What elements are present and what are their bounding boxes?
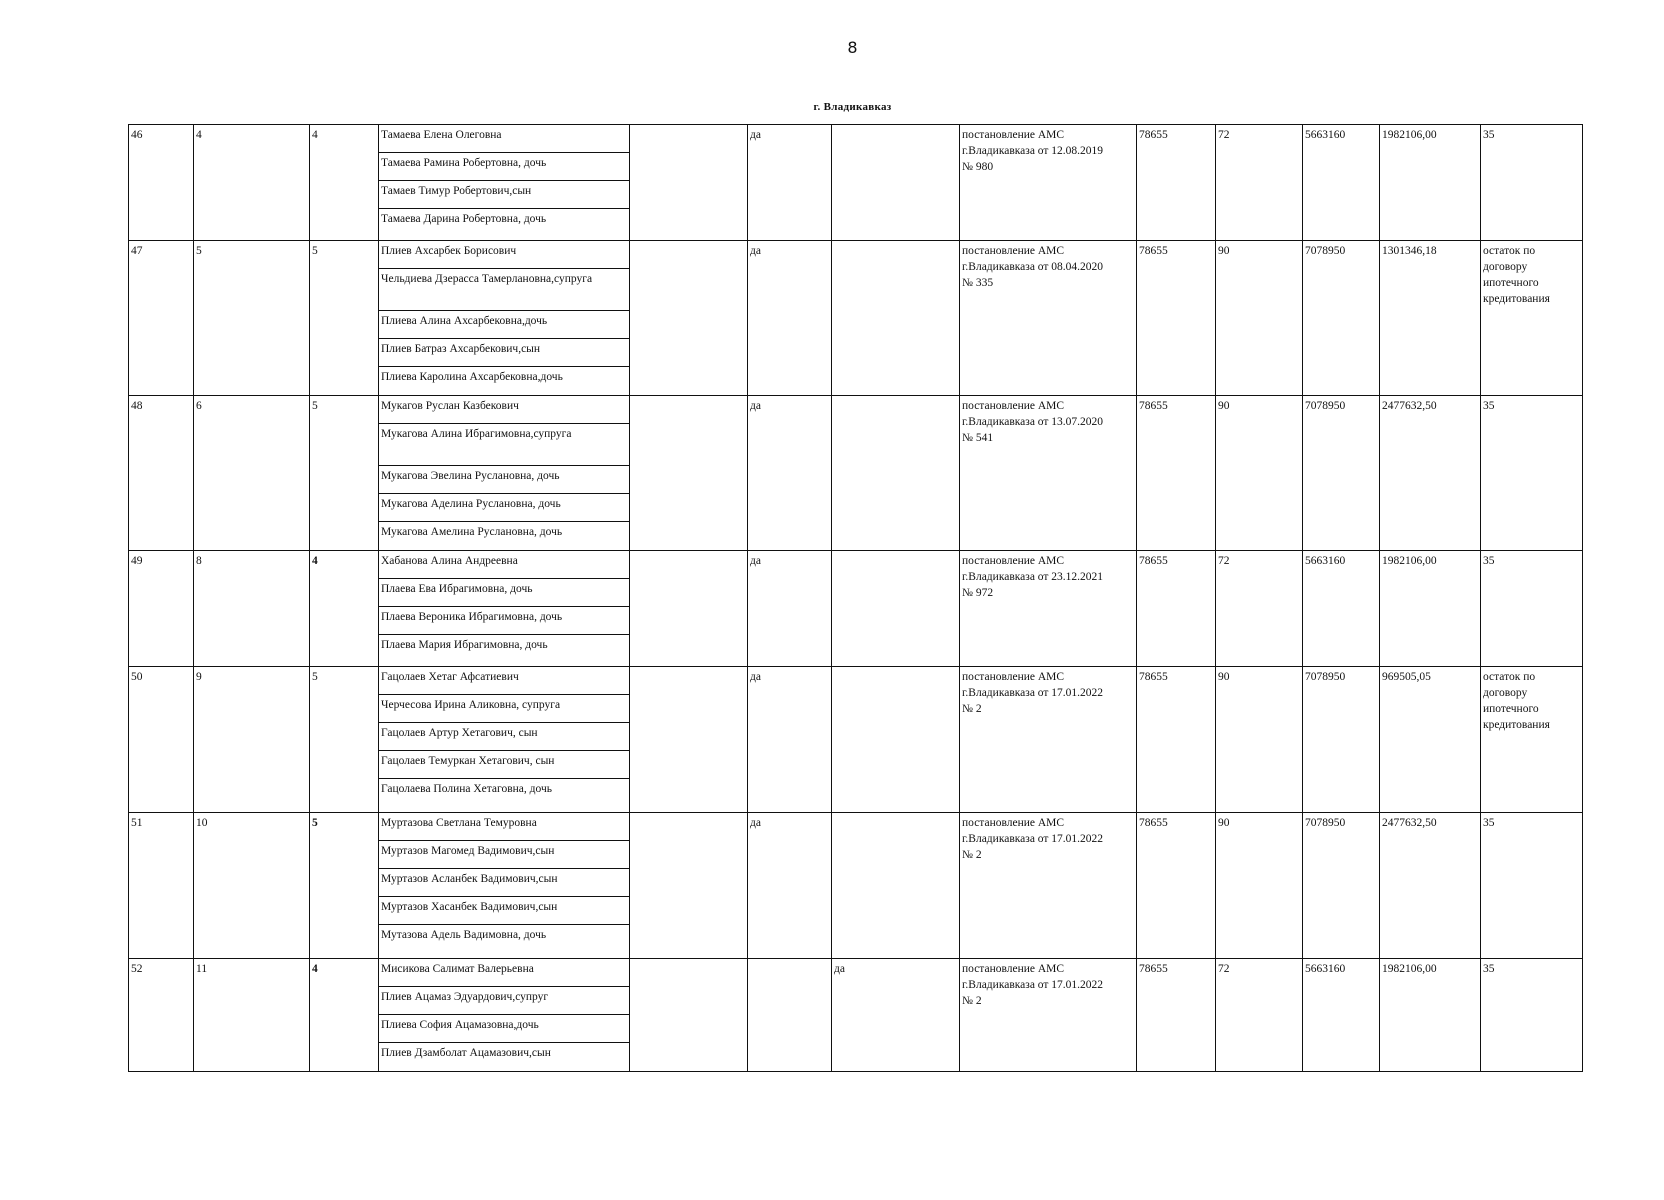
page-number: 8: [847, 38, 858, 57]
family-member: Мукагов Руслан Казбекович: [379, 396, 629, 424]
table-row: [129, 959, 1583, 1072]
total-cost-cell: 7078950: [1303, 813, 1380, 959]
city-title: г. Владикавказ: [813, 101, 892, 113]
queue-number-cell: 4: [194, 125, 310, 241]
family-member: Тамаев Тимур Робертович,сын: [379, 181, 629, 209]
decree-line: постановление АМС: [962, 400, 1065, 412]
family-member: Плаева Мария Ибрагимовна, дочь: [381, 639, 548, 651]
total-cost-cell: 5663160: [1303, 125, 1380, 241]
decree-line: г.Владикавказа от 17.01.2022: [962, 833, 1104, 845]
family-member: Черчесова Ирина Аликовна, супруга: [379, 695, 629, 723]
price-per-sqm-cell: 78655: [1137, 813, 1216, 959]
family-member: Мутазова Адель Вадимовна, дочь: [381, 929, 547, 941]
family-members-cell: [379, 813, 630, 959]
family-member: Муртазов Магомед Вадимович,сын: [379, 841, 629, 869]
family-member: Плиев Дзамболат Ацамазович,сын: [381, 1047, 551, 1059]
decree-cell: [960, 241, 1137, 396]
decree-line: № 541: [962, 432, 994, 444]
empty-cell: [630, 959, 748, 1072]
price-per-sqm-cell: 78655: [1137, 551, 1216, 667]
decree-line: г.Владикавказа от 17.01.2022: [962, 979, 1104, 991]
family-size-cell: 4: [310, 125, 379, 241]
family-member: Гацолаева Полина Хетаговна, дочь: [381, 783, 552, 795]
decree-line: постановление АМС: [962, 245, 1065, 257]
flag-a-cell: да: [748, 551, 832, 667]
decree-cell: [960, 125, 1137, 241]
flag-b-cell: [832, 241, 960, 396]
family-member: Мисикова Салимат Валерьевна: [379, 959, 629, 987]
decree-cell: [960, 959, 1137, 1072]
price-per-sqm-cell: 78655: [1137, 667, 1216, 813]
family-member: Мукагова Амелина Руслановна, дочь: [381, 526, 563, 538]
payment-amount-cell: 1982106,00: [1380, 125, 1481, 241]
flag-b-cell: [832, 551, 960, 667]
flag-b-cell: [832, 667, 960, 813]
family-members-cell: [379, 125, 630, 241]
decree-line: № 972: [962, 587, 994, 599]
decree-line: № 2: [962, 849, 982, 861]
family-member: Гацолаев Артур Хетагович, сын: [379, 723, 629, 751]
queue-number-cell: 10: [194, 813, 310, 959]
queue-number-cell: 6: [194, 396, 310, 551]
family-member: Плиева Алина Ахсарбековна,дочь: [379, 311, 629, 339]
family-member: Хабанова Алина Андреевна: [379, 551, 629, 579]
family-members-cell: [379, 241, 630, 396]
flag-a-cell: да: [748, 396, 832, 551]
row-number-cell: 49: [129, 551, 194, 667]
area-norm-cell: 90: [1216, 241, 1303, 396]
family-member: Муртазов Асланбек Вадимович,сын: [379, 869, 629, 897]
empty-cell: [630, 396, 748, 551]
family-size-cell: 4: [310, 959, 379, 1072]
family-member: Тамаева Елена Олеговна: [379, 125, 629, 153]
decree-line: постановление АМС: [962, 671, 1065, 683]
decree-line: постановление АМС: [962, 817, 1065, 829]
row-number-cell: 46: [129, 125, 194, 241]
total-cost-cell: 7078950: [1303, 396, 1380, 551]
family-members-cell: [379, 667, 630, 813]
family-member: Гацолаев Хетаг Афсатиевич: [379, 667, 629, 695]
note-cell: остаток по договору ипотечного кредитования: [1481, 241, 1583, 396]
decree-line: постановление АМС: [962, 555, 1065, 567]
payment-amount-cell: 2477632,50: [1380, 396, 1481, 551]
family-members-cell: [379, 959, 630, 1072]
family-size-cell: 5: [310, 241, 379, 396]
decree-line: № 335: [962, 277, 994, 289]
price-per-sqm-cell: 78655: [1137, 125, 1216, 241]
flag-a-cell: да: [748, 241, 832, 396]
queue-number-cell: 9: [194, 667, 310, 813]
family-size-cell: 5: [310, 396, 379, 551]
family-size-cell: 5: [310, 813, 379, 959]
family-members-cell: [379, 551, 630, 667]
payment-amount-cell: 2477632,50: [1380, 813, 1481, 959]
queue-number-cell: 5: [194, 241, 310, 396]
family-member: Плиев Батраз Ахсарбекович,сын: [379, 339, 629, 367]
family-member: Тамаева Дарина Робертовна, дочь: [381, 213, 547, 225]
note-cell: 35: [1481, 959, 1583, 1072]
flag-a-cell: [748, 959, 832, 1072]
family-size-cell: 5: [310, 667, 379, 813]
decree-line: г.Владикавказа от 13.07.2020: [962, 416, 1104, 428]
row-number-cell: 48: [129, 396, 194, 551]
flag-b-cell: [832, 396, 960, 551]
decree-line: г.Владикавказа от 23.12.2021: [962, 571, 1104, 583]
family-member: Муртазова Светлана Темуровна: [379, 813, 629, 841]
family-member: Мукагова Алина Ибрагимовна,супруга: [379, 424, 629, 466]
flag-a-cell: да: [748, 813, 832, 959]
payment-amount-cell: 969505,05: [1380, 667, 1481, 813]
decree-line: г.Владикавказа от 12.08.2019: [962, 145, 1104, 157]
flag-a-cell: да: [748, 125, 832, 241]
table-row: [129, 396, 1583, 551]
table-row: [129, 667, 1583, 813]
note-cell: 35: [1481, 551, 1583, 667]
decree-cell: [960, 396, 1137, 551]
area-norm-cell: 90: [1216, 396, 1303, 551]
area-norm-cell: 72: [1216, 551, 1303, 667]
payment-amount-cell: 1982106,00: [1380, 551, 1481, 667]
area-norm-cell: 90: [1216, 813, 1303, 959]
area-norm-cell: 72: [1216, 959, 1303, 1072]
family-member: Муртазов Хасанбек Вадимович,сын: [379, 897, 629, 925]
registry-table: [128, 124, 1583, 1072]
note-cell: 35: [1481, 813, 1583, 959]
family-member: Плиева София Ацамазовна,дочь: [379, 1015, 629, 1043]
flag-b-cell: [832, 813, 960, 959]
decree-line: № 2: [962, 995, 982, 1007]
empty-cell: [630, 125, 748, 241]
family-member: Гацолаев Темуркан Хетагович, сын: [379, 751, 629, 779]
flag-b-cell: да: [832, 959, 960, 1072]
row-number-cell: 50: [129, 667, 194, 813]
table-row: [129, 551, 1583, 667]
empty-cell: [630, 551, 748, 667]
decree-line: г.Владикавказа от 08.04.2020: [962, 261, 1104, 273]
family-member: Плаева Ева Ибрагимовна, дочь: [379, 579, 629, 607]
price-per-sqm-cell: 78655: [1137, 241, 1216, 396]
family-members-cell: [379, 396, 630, 551]
empty-cell: [630, 241, 748, 396]
table-row: [129, 241, 1583, 396]
family-member: Мукагова Аделина Руслановна, дочь: [379, 494, 629, 522]
decree-line: постановление АМС: [962, 963, 1065, 975]
family-member: Плаева Вероника Ибрагимовна, дочь: [379, 607, 629, 635]
family-size-cell: 4: [310, 551, 379, 667]
queue-number-cell: 11: [194, 959, 310, 1072]
family-member: Плиев Ахсарбек Борисович: [379, 241, 629, 269]
family-member: Чельдиева Дзерасса Тамерлановна,супруга: [379, 269, 629, 311]
row-number-cell: 47: [129, 241, 194, 396]
decree-line: г.Владикавказа от 17.01.2022: [962, 687, 1104, 699]
decree-cell: [960, 551, 1137, 667]
decree-line: № 980: [962, 161, 994, 173]
area-norm-cell: 90: [1216, 667, 1303, 813]
total-cost-cell: 5663160: [1303, 551, 1380, 667]
empty-cell: [630, 667, 748, 813]
flag-b-cell: [832, 125, 960, 241]
family-member: Плиева Каролина Ахсарбековна,дочь: [381, 371, 563, 383]
decree-cell: [960, 813, 1137, 959]
area-norm-cell: 72: [1216, 125, 1303, 241]
note-cell: 35: [1481, 125, 1583, 241]
decree-cell: [960, 667, 1137, 813]
note-cell: остаток по договору ипотечного кредитования: [1481, 667, 1583, 813]
price-per-sqm-cell: 78655: [1137, 396, 1216, 551]
decree-line: постановление АМС: [962, 129, 1065, 141]
payment-amount-cell: 1301346,18: [1380, 241, 1481, 396]
row-number-cell: 51: [129, 813, 194, 959]
total-cost-cell: 5663160: [1303, 959, 1380, 1072]
total-cost-cell: 7078950: [1303, 667, 1380, 813]
total-cost-cell: 7078950: [1303, 241, 1380, 396]
queue-number-cell: 8: [194, 551, 310, 667]
family-member: Мукагова Эвелина Руслановна, дочь: [379, 466, 629, 494]
decree-line: № 2: [962, 703, 982, 715]
empty-cell: [630, 813, 748, 959]
row-number-cell: 52: [129, 959, 194, 1072]
note-cell: 35: [1481, 396, 1583, 551]
table-row: [129, 813, 1583, 959]
price-per-sqm-cell: 78655: [1137, 959, 1216, 1072]
payment-amount-cell: 1982106,00: [1380, 959, 1481, 1072]
family-member: Тамаева Рамина Робертовна, дочь: [379, 153, 629, 181]
family-member: Плиев Ацамаз Эдуардович,супруг: [379, 987, 629, 1015]
table-row: [129, 125, 1583, 241]
flag-a-cell: да: [748, 667, 832, 813]
